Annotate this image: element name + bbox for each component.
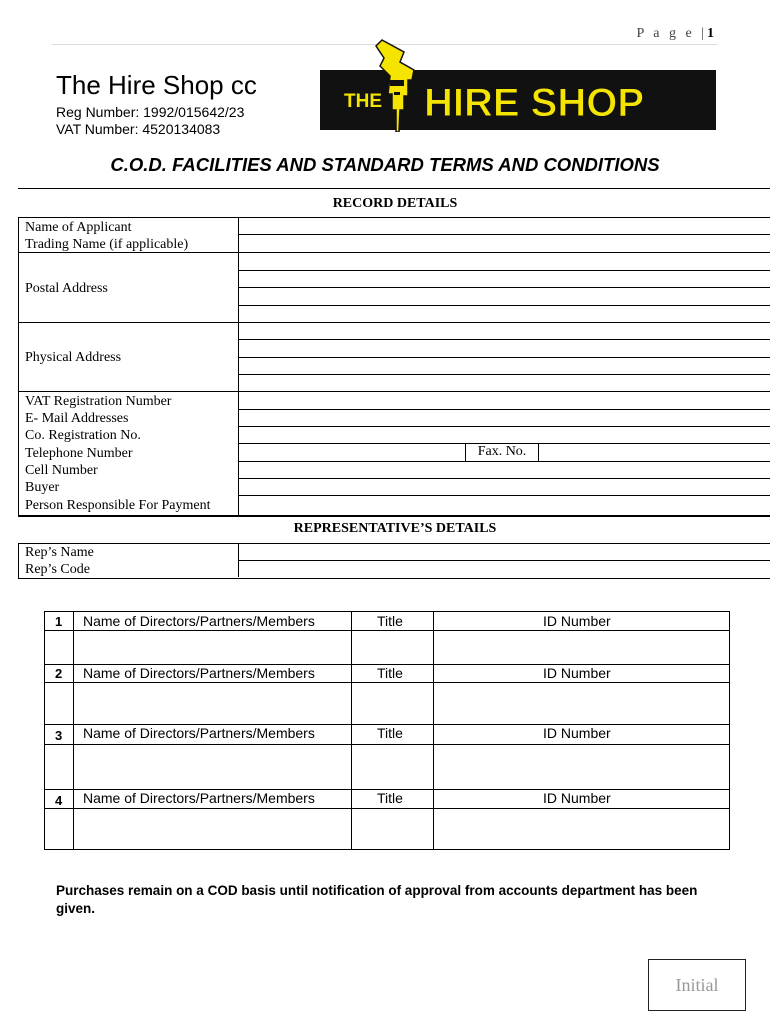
email-field[interactable] xyxy=(238,426,770,427)
trading-name-field[interactable] xyxy=(238,252,770,253)
header-row-divider xyxy=(45,744,729,745)
director-id-header: ID Number xyxy=(543,725,611,741)
fax-label-box xyxy=(465,443,539,462)
director-number: 4 xyxy=(55,793,63,808)
section-divider xyxy=(18,515,770,516)
representative-details-heading: REPRESENTATIVE’S DETAILS xyxy=(18,521,770,537)
logo-brand-text: HIRE SHOP xyxy=(424,81,645,125)
director-id-header: ID Number xyxy=(543,613,611,629)
postal-address-line[interactable] xyxy=(238,322,770,323)
document-title: C.O.D. FACILITIES AND STANDARD TERMS AND CONDITIONS xyxy=(110,154,660,175)
header-row-divider xyxy=(45,808,729,809)
record-details-heading: RECORD DETAILS xyxy=(18,196,770,212)
field-label-telephone: Telephone Number xyxy=(25,446,133,461)
director-number: 3 xyxy=(55,728,63,743)
director-title-header: Title xyxy=(377,790,403,806)
field-label-email: E- Mail Addresses xyxy=(25,411,129,426)
field-label-payment-person: Person Responsible For Payment xyxy=(25,498,211,513)
header-row-divider xyxy=(45,630,729,631)
vat-number: VAT Number: 4520134083 xyxy=(56,121,221,137)
rep-fields-frame xyxy=(18,543,770,579)
director-title-header: Title xyxy=(377,725,403,741)
director-id-header: ID Number xyxy=(543,665,611,681)
field-label-buyer: Buyer xyxy=(25,480,60,495)
company-name: The Hire Shop cc xyxy=(56,70,257,100)
reg-number: Reg Number: 1992/015642/23 xyxy=(56,104,245,120)
director-number: 1 xyxy=(55,614,63,629)
physical-address-line[interactable] xyxy=(238,339,770,340)
field-label-vat-registration: VAT Registration Number xyxy=(25,394,172,409)
field-label-physical-address: Physical Address xyxy=(25,350,122,365)
label-separator xyxy=(18,322,238,323)
name-column-divider xyxy=(351,612,352,849)
record-details-table xyxy=(18,188,770,579)
director-name-header: Name of Directors/Partners/Members xyxy=(83,725,315,741)
field-label-trading-name: Trading Name (if applicable) xyxy=(25,237,189,252)
cod-notice: Purchases remain on a COD basis until notification of approval from accounts department has been given. xyxy=(56,883,698,916)
rep-name-label: Rep’s Name xyxy=(25,545,94,560)
header-row-divider xyxy=(45,682,729,683)
cell-field[interactable] xyxy=(238,478,770,479)
title-column-divider xyxy=(433,612,434,849)
buyer-field[interactable] xyxy=(238,495,770,496)
logo-the-text: THE xyxy=(344,91,382,112)
fax-label: Fax. No. xyxy=(477,444,527,459)
initial-box[interactable] xyxy=(648,959,746,1011)
applicant-name-field[interactable] xyxy=(238,234,770,235)
vat-registration-field[interactable] xyxy=(238,409,770,410)
director-name-header: Name of Directors/Partners/Members xyxy=(83,613,315,629)
hire-shop-logo xyxy=(320,36,716,132)
directors-table xyxy=(44,611,730,850)
postal-address-line[interactable] xyxy=(238,270,770,271)
director-title-header: Title xyxy=(377,665,403,681)
director-title-header: Title xyxy=(377,613,403,629)
field-label-applicant: Name of Applicant xyxy=(25,220,132,235)
page-number-value: 1 xyxy=(707,26,714,41)
label-column-divider xyxy=(238,217,239,515)
company-registration xyxy=(56,104,244,138)
label-separator xyxy=(18,252,238,253)
director-id-header: ID Number xyxy=(543,790,611,806)
rep-name-field[interactable] xyxy=(238,560,770,561)
page-label: P a g e | xyxy=(636,26,707,41)
director-name-header: Name of Directors/Partners/Members xyxy=(83,665,315,681)
postal-address-line[interactable] xyxy=(238,287,770,288)
physical-address-line[interactable] xyxy=(238,357,770,358)
physical-address-line[interactable] xyxy=(238,374,770,375)
field-label-co-registration: Co. Registration No. xyxy=(25,428,141,443)
director-number: 2 xyxy=(55,666,63,681)
field-label-postal-address: Postal Address xyxy=(25,281,108,296)
record-fields-frame xyxy=(18,217,770,517)
label-separator xyxy=(18,391,238,392)
initial-label: Initial xyxy=(675,975,719,995)
physical-address-line[interactable] xyxy=(238,391,770,392)
postal-address-line[interactable] xyxy=(238,305,770,306)
field-label-cell: Cell Number xyxy=(25,463,98,478)
director-name-header: Name of Directors/Partners/Members xyxy=(83,790,315,806)
number-column-divider xyxy=(73,612,74,849)
rep-code-label: Rep’s Code xyxy=(25,562,90,577)
